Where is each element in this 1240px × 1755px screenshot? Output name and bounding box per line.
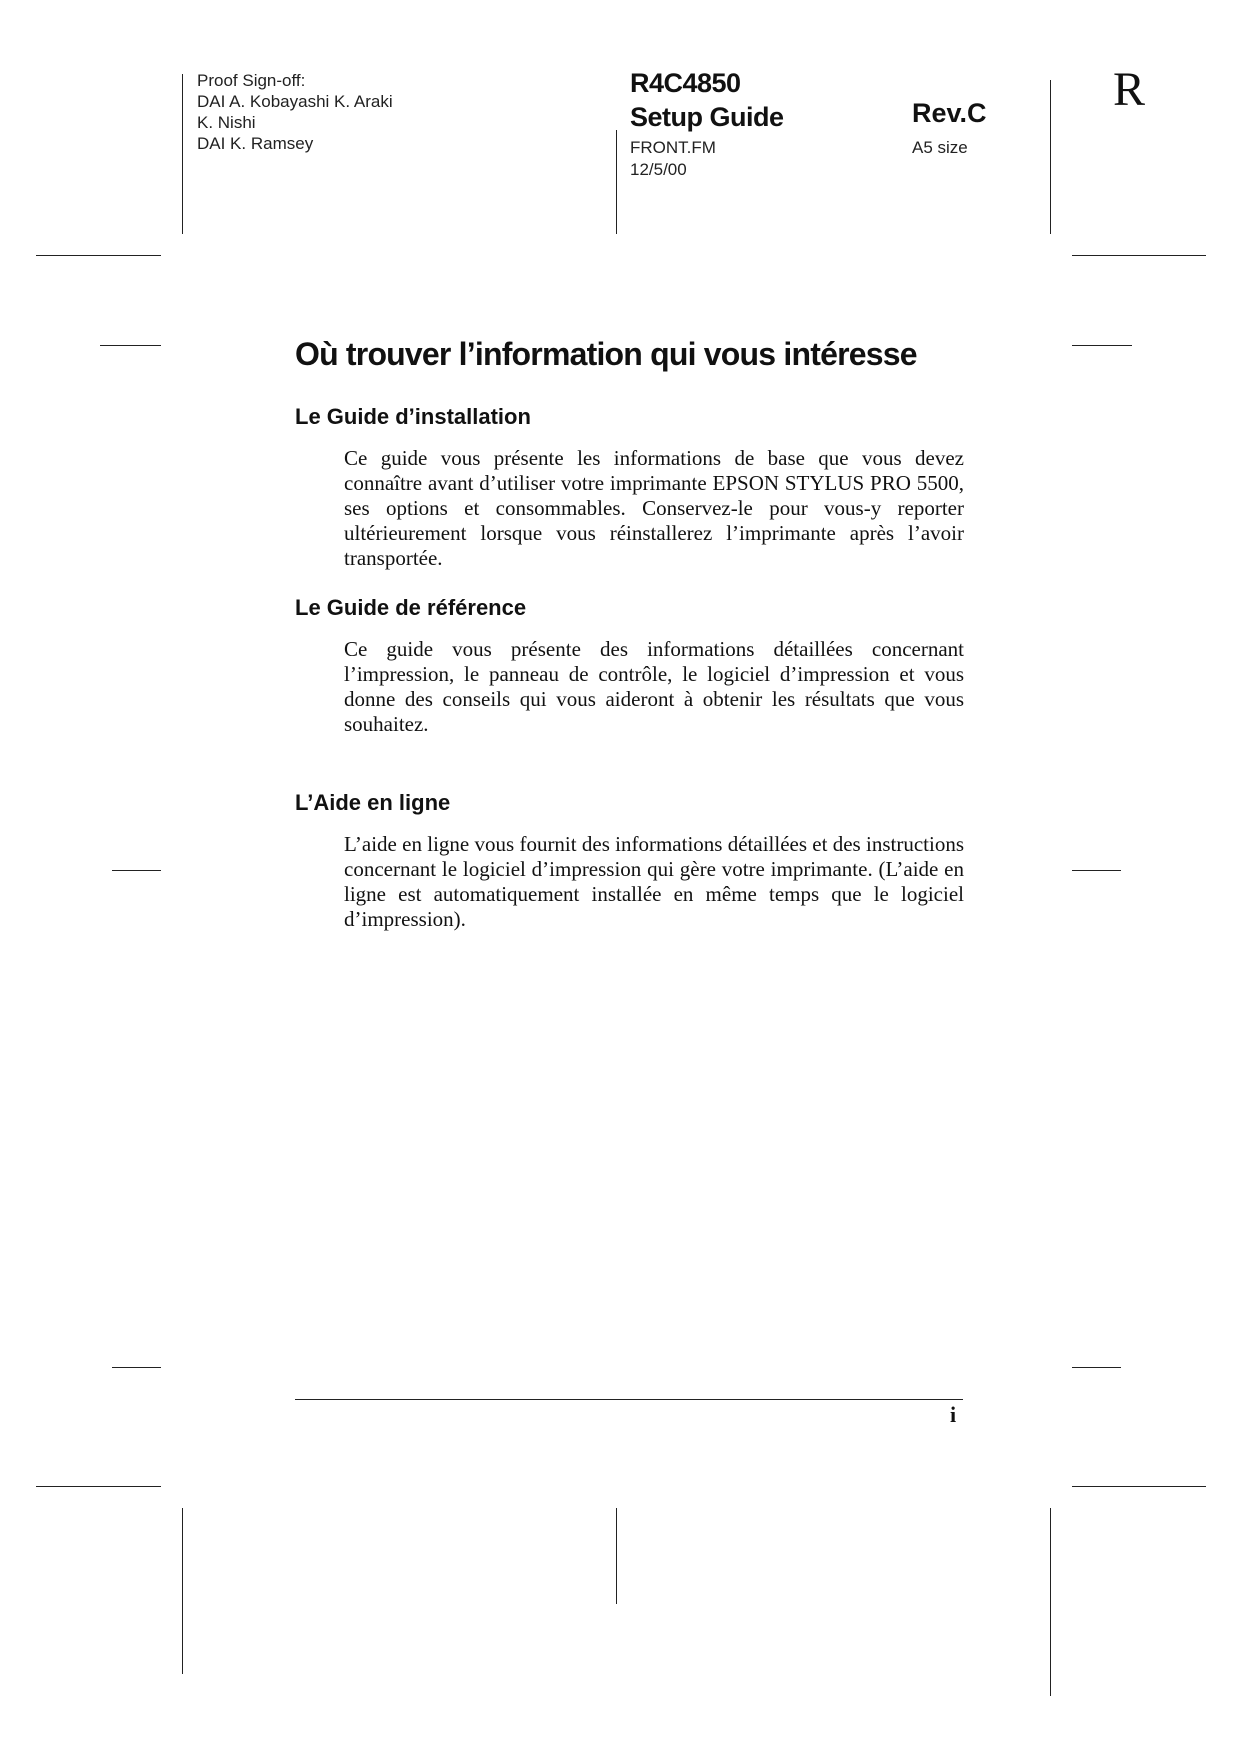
side-mark: R — [1113, 63, 1146, 116]
crop-mark-top-right — [1050, 80, 1051, 234]
section-heading-setup-guide: Le Guide d’installation — [295, 404, 531, 429]
page-title: Où trouver l’information qui vous intéresse — [295, 336, 917, 372]
model-code: R4C4850 — [630, 68, 741, 98]
page-number: i — [950, 1402, 957, 1427]
section-body-setup-guide: Ce guide vous présente les informations de base que vous devez connaître avant d’utiliser votre imprimante EPSON STYLUS PRO 5500, ses options et consommables. Conservez-le pour vous-y reporter ultérieurement lorsque vous réinstallerez l’imprimante après l’avoir transportée. — [344, 446, 964, 570]
section-body-online-help: L’aide en ligne vous fournit des informations détaillées et des instructions concernant le logiciel d’impression qui gère votre imprimante. (L’aide en ligne est automatiquement installée en même temps que le logiciel d’impression). — [344, 832, 964, 931]
section-heading-reference-guide: Le Guide de référence — [295, 595, 527, 620]
crop-mark-bottom-left — [182, 1508, 183, 1674]
file-date: 12/5/00 — [630, 160, 687, 179]
proof-signoff — [197, 70, 393, 154]
proof-line: DAI K. Ramsey — [197, 134, 314, 153]
crop-mark-bottom-center — [616, 1508, 617, 1604]
file-info — [630, 137, 716, 181]
crop-mark-right-4 — [1072, 1367, 1121, 1368]
proof-line: K. Nishi — [197, 113, 256, 132]
section-heading-online-help: L’Aide en ligne — [295, 790, 451, 815]
crop-mark-right-1 — [1072, 255, 1206, 256]
crop-mark-left-2 — [100, 345, 161, 346]
crop-mark-right-5 — [1072, 1486, 1206, 1487]
crop-mark-right-2 — [1072, 345, 1132, 346]
footer-rule — [295, 1399, 963, 1400]
file-name: FRONT.FM — [630, 138, 716, 157]
crop-mark-left-5 — [36, 1486, 161, 1487]
crop-mark-top-center — [616, 130, 617, 234]
crop-mark-bottom-right — [1050, 1508, 1051, 1696]
crop-mark-left-4 — [112, 1367, 161, 1368]
revision-label: Rev.C — [912, 98, 987, 128]
crop-mark-left-3 — [112, 870, 161, 871]
crop-mark-left-1 — [36, 255, 161, 256]
section-body-reference-guide: Ce guide vous présente des informations détaillées concernant l’impression, le panneau de contrôle, le logiciel d’impression et vous donne des conseils qui vous aideront à obtenir les résultats que vous souhaitez. — [344, 637, 964, 736]
crop-mark-right-3 — [1072, 870, 1121, 871]
model-block — [630, 66, 784, 134]
paper-size: A5 size — [912, 138, 968, 157]
crop-mark-top-left — [182, 74, 183, 234]
proof-line: Proof Sign-off: — [197, 71, 306, 90]
proof-line: DAI A. Kobayashi K. Araki — [197, 92, 393, 111]
guide-name: Setup Guide — [630, 102, 784, 132]
